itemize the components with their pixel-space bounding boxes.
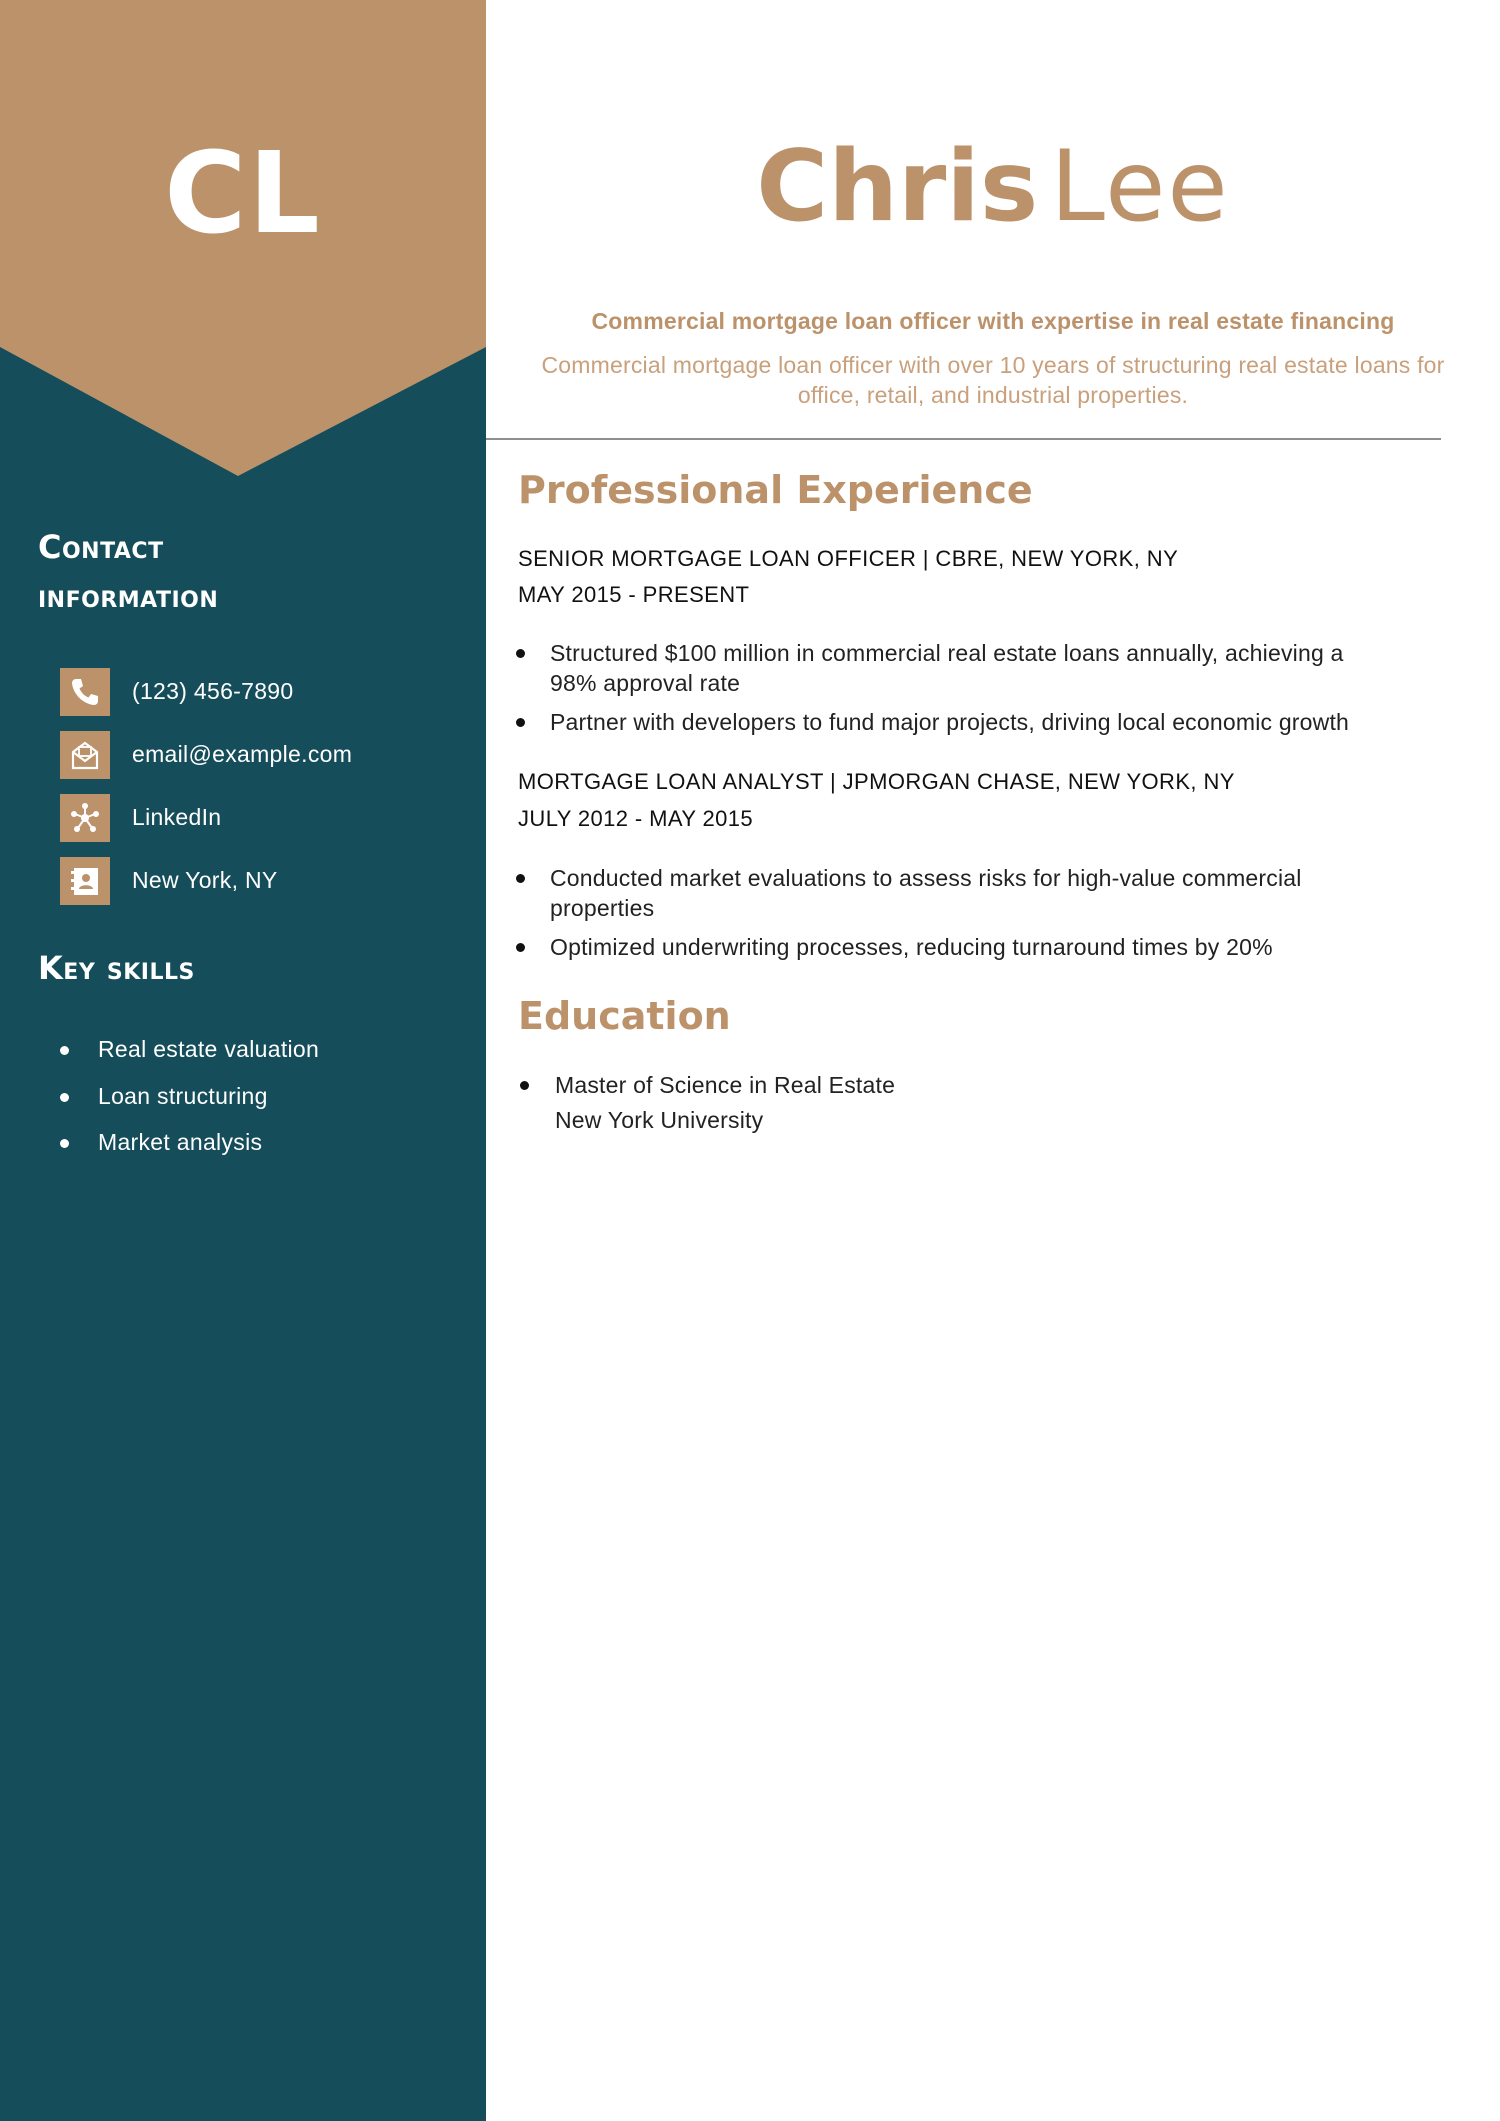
- email-text[interactable]: email@example.com: [132, 741, 353, 767]
- job-dates: MAY 2015 - PRESENT: [518, 582, 750, 607]
- degree: Master of Science in Real Estate: [518, 1068, 895, 1103]
- skill-item: Real estate valuation: [58, 1026, 319, 1073]
- education-entry: [518, 1068, 895, 1138]
- main-content: [486, 0, 1500, 2121]
- contact-heading-line2: information: [38, 577, 219, 615]
- contact-heading-line1: Contact: [38, 528, 164, 566]
- contact-phone: [60, 660, 352, 723]
- linkedin-icon: [60, 794, 110, 842]
- skills-heading: Key skills: [38, 949, 195, 987]
- skill-item: Loan structuring: [58, 1073, 319, 1120]
- headline: Commercial mortgage loan officer with expertise in real estate financing: [591, 308, 1395, 334]
- job-title: SENIOR MORTGAGE LOAN OFFICER | CBRE, NEW YORK, NY: [518, 546, 1179, 571]
- job-title: MORTGAGE LOAN ANALYST | JPMORGAN CHASE, NEW YORK, NY: [518, 769, 1235, 794]
- first-name: Chris: [756, 130, 1039, 244]
- last-name: Lee: [1050, 130, 1230, 244]
- contact-list: [60, 660, 352, 912]
- monogram: CL: [164, 129, 322, 259]
- email-icon: [60, 731, 110, 779]
- school: New York University: [555, 1107, 764, 1133]
- job-bullet: Optimized underwriting processes, reducing turnaround times by 20%: [486, 932, 1386, 962]
- contact-email: [60, 723, 352, 786]
- experience-heading: Professional Experience: [518, 468, 1033, 512]
- job-bullet: Partner with developers to fund major projects, driving local economic growth: [486, 707, 1386, 737]
- sidebar: [0, 0, 486, 2121]
- summary: Commercial mortgage loan officer with over 10 years of structuring real estate loans for office, retail, and industrial properties.: [541, 352, 1445, 408]
- phone-text[interactable]: (123) 456-7890: [132, 678, 294, 704]
- job-bullets: [486, 863, 1386, 971]
- job-bullet: Conducted market evaluations to assess risks for high-value commercial properties: [486, 863, 1386, 923]
- education-heading: Education: [518, 994, 731, 1038]
- candidate-name: [486, 130, 1500, 244]
- job-bullets: [486, 638, 1386, 746]
- job-dates: JULY 2012 - MAY 2015: [518, 806, 754, 831]
- skills-list: [58, 1026, 319, 1166]
- location-icon: [60, 857, 110, 905]
- job-bullet: Structured $100 million in commercial real estate loans annually, achieving a 98% approval rate: [486, 638, 1386, 698]
- skill-item: Market analysis: [58, 1119, 319, 1166]
- contact-linkedin: [60, 786, 352, 849]
- contact-location: [60, 849, 352, 912]
- location-text: New York, NY: [132, 867, 278, 893]
- divider: [486, 438, 1441, 440]
- contact-heading: [38, 523, 218, 621]
- linkedin-text[interactable]: LinkedIn: [132, 804, 222, 830]
- phone-icon: [60, 668, 110, 716]
